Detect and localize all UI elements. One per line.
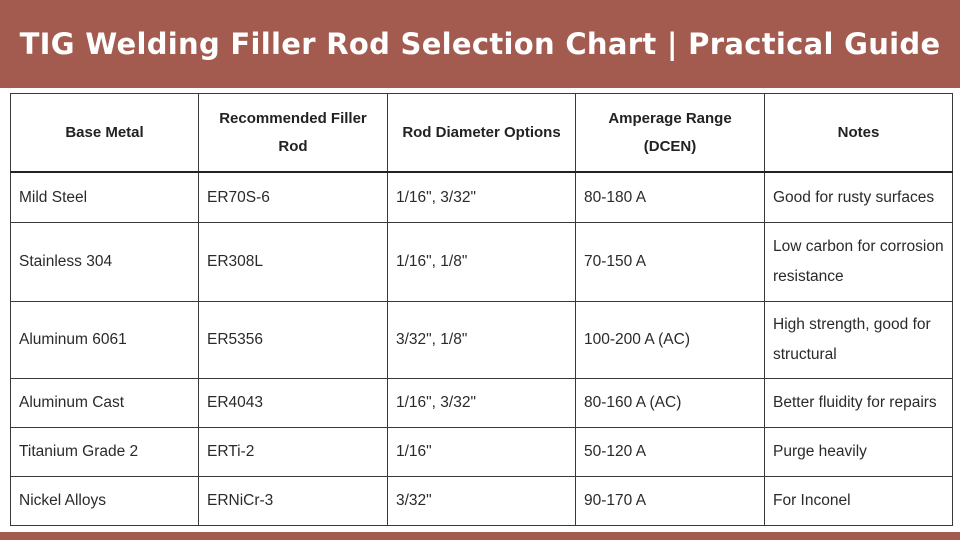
cell-amperage: 70-150 A <box>576 223 765 302</box>
cell-base-metal: Aluminum Cast <box>11 379 199 428</box>
table-panel <box>0 88 960 532</box>
cell-filler-rod: ERNiCr-3 <box>199 477 388 526</box>
cell-notes: High strength, good for structural <box>765 302 953 379</box>
title-banner <box>0 0 960 88</box>
table-row <box>11 477 953 526</box>
header-base-metal: Base Metal <box>11 94 199 173</box>
cell-filler-rod: ER70S-6 <box>199 172 388 223</box>
cell-filler-rod: ER5356 <box>199 302 388 379</box>
cell-base-metal: Nickel Alloys <box>11 477 199 526</box>
cell-amperage: 90-170 A <box>576 477 765 526</box>
cell-amperage: 80-180 A <box>576 172 765 223</box>
cell-rod-diameter: 1/16", 1/8" <box>388 223 576 302</box>
cell-notes: Better fluidity for repairs <box>765 379 953 428</box>
cell-amperage: 80-160 A (AC) <box>576 379 765 428</box>
cell-filler-rod: ERTi-2 <box>199 428 388 477</box>
header-notes: Notes <box>765 94 953 173</box>
cell-filler-rod: ER308L <box>199 223 388 302</box>
cell-notes: Good for rusty surfaces <box>765 172 953 223</box>
cell-rod-diameter: 1/16", 3/32" <box>388 379 576 428</box>
header-rod-diameter-options: Rod Diameter Options <box>388 94 576 173</box>
page-title: TIG Welding Filler Rod Selection Chart | Practical Guide <box>19 27 941 61</box>
cell-rod-diameter: 1/16", 3/32" <box>388 172 576 223</box>
table-row <box>11 172 953 223</box>
cell-notes: Low carbon for corrosion resistance <box>765 223 953 302</box>
cell-base-metal: Stainless 304 <box>11 223 199 302</box>
table-row <box>11 302 953 379</box>
table-row <box>11 223 953 302</box>
table-row <box>11 379 953 428</box>
cell-filler-rod: ER4043 <box>199 379 388 428</box>
cell-amperage: 100-200 A (AC) <box>576 302 765 379</box>
cell-notes: Purge heavily <box>765 428 953 477</box>
cell-base-metal: Aluminum 6061 <box>11 302 199 379</box>
cell-rod-diameter: 3/32", 1/8" <box>388 302 576 379</box>
cell-base-metal: Titanium Grade 2 <box>11 428 199 477</box>
table-row <box>11 428 953 477</box>
cell-rod-diameter: 3/32" <box>388 477 576 526</box>
table-header-row <box>11 94 953 173</box>
filler-rod-table <box>10 93 953 526</box>
header-recommended-filler-rod: Recommended Filler Rod <box>199 94 388 173</box>
cell-amperage: 50-120 A <box>576 428 765 477</box>
cell-rod-diameter: 1/16" <box>388 428 576 477</box>
header-amperage-range: Amperage Range (DCEN) <box>576 94 765 173</box>
cell-notes: For Inconel <box>765 477 953 526</box>
cell-base-metal: Mild Steel <box>11 172 199 223</box>
